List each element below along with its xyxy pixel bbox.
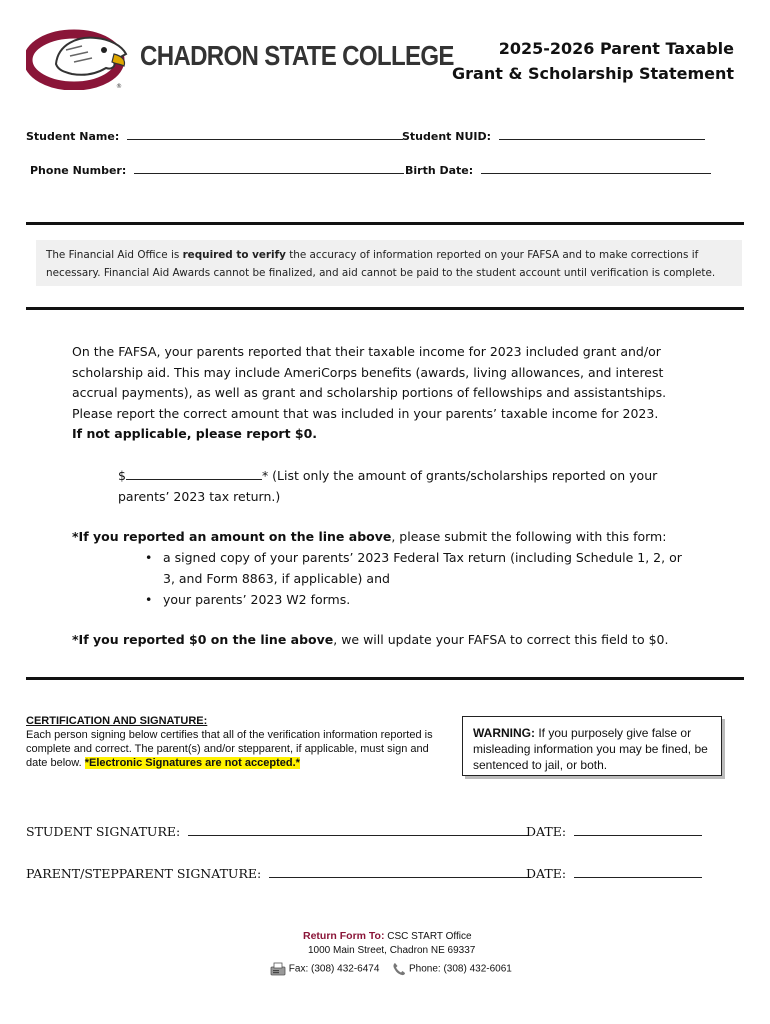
student-signature-row xyxy=(26,822,528,839)
phone-row xyxy=(30,162,404,177)
phone-field[interactable] xyxy=(134,162,404,174)
parent-date-row xyxy=(526,864,702,881)
parent-date-field[interactable] xyxy=(574,864,702,878)
bullet-icon: • xyxy=(145,550,153,565)
office-name: CSC START Office xyxy=(387,931,472,942)
divider xyxy=(26,222,744,225)
certification-section xyxy=(26,714,446,770)
student-name-field[interactable] xyxy=(127,128,403,140)
student-nuid-field[interactable] xyxy=(499,128,705,140)
street-address: 1000 Main Street, Chadron NE 69337 xyxy=(308,945,476,956)
amount-field[interactable] xyxy=(126,466,262,480)
date-label: DATE: xyxy=(526,866,567,881)
eagle-logo-icon xyxy=(26,24,130,90)
verification-notice: The Financial Aid Office is required to verify the accuracy of information reported on your FAFSA and to make corrections if necessary. Financial Aid Awards cannot be finalized, and aid cannot be paid to the student account until verification is complete. xyxy=(36,240,742,286)
intro-paragraph: On the FAFSA, your parents reported that their taxable income for 2023 included grant and/or scholarship aid. This may include AmeriCorps benefits (awards, living allowances, and interest accrual payments), as well as grant and scholarship portions of fellowships and assistantships. Please report the correct amount that was included in your parents’ taxable income for 2023. If not applicable, please report $0. xyxy=(72,344,667,441)
birth-date-label: Birth Date: xyxy=(405,164,474,177)
electronic-signature-note: *Electronic Signatures are not accepted.* xyxy=(84,757,300,769)
certification-heading: CERTIFICATION AND SIGNATURE: xyxy=(26,715,208,727)
divider xyxy=(26,677,744,680)
parent-signature-row xyxy=(26,864,531,881)
bullet-icon: • xyxy=(145,592,153,607)
student-date-field[interactable] xyxy=(574,822,702,836)
fax-number: Fax: (308) 432-6474 xyxy=(288,963,380,975)
parent-signature-label: PARENT/STEPPARENT SIGNATURE: xyxy=(26,866,262,881)
form-title-line2: Grant & Scholarship Statement xyxy=(452,64,734,83)
phone-label: Phone Number: xyxy=(30,164,127,177)
submission-instructions: *If you reported an amount on the line above, please submit the following with this form: xyxy=(72,529,667,544)
student-nuid-row xyxy=(402,128,705,143)
bullet-item: • a signed copy of your parents’ 2023 Federal Tax return (including Schedule 1, 2, or 3, and Form 8863, if applicable) and xyxy=(145,550,682,586)
divider xyxy=(26,307,744,310)
student-date-row xyxy=(526,822,702,839)
student-name-label: Student Name: xyxy=(26,130,120,143)
student-signature-label: STUDENT SIGNATURE: xyxy=(26,824,181,839)
phone-number: Phone: (308) 432-6061 xyxy=(408,963,512,975)
parent-signature-field[interactable] xyxy=(269,864,531,878)
contact-row xyxy=(270,962,512,976)
return-address xyxy=(303,930,472,942)
student-name-row xyxy=(26,128,403,143)
birth-date-row xyxy=(405,162,711,177)
student-signature-field[interactable] xyxy=(188,822,528,836)
birth-date-field[interactable] xyxy=(481,162,711,174)
fax-icon xyxy=(270,962,286,976)
amount-line: $ * (List only the amount of grants/scholarships reported on your parents’ 2023 tax return.) xyxy=(118,468,658,504)
form-title xyxy=(452,36,734,86)
college-name: CHADRON STATE COLLEGE xyxy=(140,40,454,71)
warning-box: WARNING: If you purposely give false or misleading information you may be fined, be sentenced to jail, or both. xyxy=(462,716,722,776)
phone-icon xyxy=(392,962,406,976)
svg-text:®: ® xyxy=(116,83,122,90)
date-label: DATE: xyxy=(526,824,567,839)
college-logo xyxy=(26,24,130,90)
return-label: Return Form To: xyxy=(303,930,385,942)
student-nuid-label: Student NUID: xyxy=(402,130,492,143)
certification-text: Each person signing below certifies that all of the verification information reported is complete and correct. The parent(s) and/or stepparent, if applicable, must sign and date below. *Electronic Signatures are not accepted.* xyxy=(26,729,433,769)
bullet-item: • your parents’ 2023 W2 forms. xyxy=(145,590,695,611)
zero-amount-note: *If you reported $0 on the line above, we will update your FAFSA to correct this field to $0. xyxy=(72,632,669,647)
form-title-line1: 2025-2026 Parent Taxable xyxy=(498,39,734,58)
